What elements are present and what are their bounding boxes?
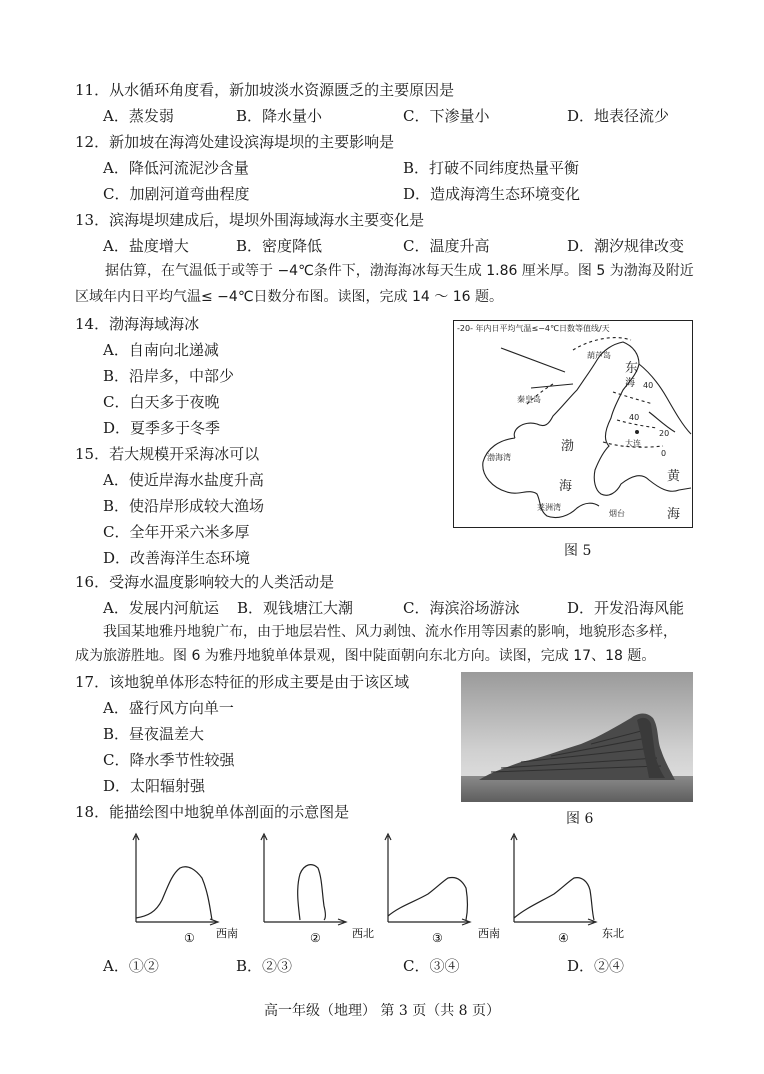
q18-option-c: C．③④ [403, 957, 460, 975]
q12-stem: 12．新加坡在海湾处建设滨海堤坝的主要影响是 [75, 133, 395, 151]
q12-option-c: C．加剧河道弯曲程度 [103, 185, 250, 203]
q13-option-c: C．温度升高 [403, 237, 490, 255]
q16-option-c: C．海滨浴场游泳 [403, 599, 520, 617]
q14-stem: 14．渤海海域海冰 [75, 315, 200, 333]
q13-option-a: A．盐度增大 [103, 237, 189, 255]
q12-option-d: D．造成海湾生态环境变化 [403, 185, 581, 203]
q11-option-c: C．下渗量小 [403, 107, 490, 125]
profile-1-number: ① [184, 931, 195, 944]
q15-stem: 15．若大规模开采海冰可以 [75, 445, 260, 463]
profile-4-direction: 东北 [602, 927, 624, 940]
page-footer: 高一年级（地理） 第 3 页（共 8 页） [263, 1003, 501, 1019]
q11-option-b: B．降水量小 [236, 107, 323, 125]
profile-2-direction: 西北 [352, 927, 374, 940]
map-label-isoline-0: 0 [661, 449, 667, 458]
q18-stem: 18．能描绘图中地貌单体剖面的示意图是 [75, 803, 350, 821]
intro-paragraph-2b: 成为旅游胜地。图 6 为雅丹地貌单体景观，图中陡面朝向东北方向。读图，完成 17、18 题。 [75, 648, 656, 664]
q16-option-a: A．发展内河航运 [103, 599, 219, 617]
map-label-dong: 东 [625, 361, 639, 376]
q12-option-a: A．降低河流泥沙含量 [103, 159, 249, 177]
profile-diagram-4 [502, 830, 642, 944]
figure-5-caption: 图 5 [564, 543, 592, 559]
q16-option-b: B．观钱塘江大潮 [237, 599, 354, 617]
map-label-laizhou: 莱洲湾 [537, 503, 561, 512]
map-label-huanghai-hai: 海 [667, 507, 681, 522]
map-label-yantai: 烟台 [609, 509, 625, 518]
profile-diagram-3 [376, 830, 516, 944]
intro-paragraph-1: 据估算，在气温低于或等于 −4℃条件下，渤海海冰每天生成 1.86 厘米厚。图 5 为渤海及附近区域年内日平均气温≤ −4℃日数分布图。读图，完成 14 ～ 16 题。 [75, 263, 694, 305]
bohai-map [453, 320, 693, 528]
q13-option-d: D．潮汐规律改变 [567, 237, 685, 255]
q15-option-a: A．使近岸海水盐度升高 [103, 471, 264, 489]
q12-option-b: B．打破不同纬度热量平衡 [403, 159, 580, 177]
map-label-isoline-40b: 40 [629, 413, 640, 422]
intro-paragraph-2a: 我国某地雅丹地貌广布，由于地层岩性、风力剥蚀、流水作用等因素的影响，地貌形态多样， [103, 624, 677, 640]
figure-6-caption: 图 6 [566, 811, 594, 827]
q14-option-b: B．沿岸多，中部少 [103, 367, 235, 385]
profile-3-direction: 西南 [478, 927, 500, 940]
q15-option-c: C．全年开采六米多厚 [103, 523, 250, 541]
profile-3-number: ③ [432, 931, 443, 944]
map-label-dong-hai: 海 [625, 378, 635, 389]
q16-option-d: D．开发沿海风能 [567, 599, 685, 617]
q14-option-d: D．夏季多于冬季 [103, 419, 221, 437]
q15-option-d: D．改善海洋生态环境 [103, 549, 251, 567]
profile-diagram-2 [252, 830, 392, 944]
map-label-isoline-20: 20 [659, 429, 670, 438]
q16-stem: 16．受海水温度影响较大的人类活动是 [75, 573, 335, 591]
yardang-photo [461, 672, 693, 802]
q17-stem: 17．该地貌单体形态特征的形成主要是由于该区域 [75, 673, 410, 691]
map-label-dalian: 大连 [625, 439, 641, 448]
map-label-bohai-hai: 海 [559, 479, 573, 494]
profile-diagram-1 [124, 830, 264, 944]
profile-1-direction: 西南 [216, 927, 238, 940]
q17-option-b: B．昼夜温差大 [103, 725, 205, 743]
q14-option-c: C．白天多于夜晚 [103, 393, 220, 411]
q17-option-a: A．盛行风方向单一 [103, 699, 234, 717]
map-label-bohai-bo: 渤 [561, 439, 575, 454]
map-label-huang: 黄 [667, 469, 681, 484]
map-label-bohaiwan: 渤海湾 [487, 453, 511, 462]
map-label-qinhuangdao: 秦皇岛 [517, 395, 541, 404]
profile-2-number: ② [310, 931, 321, 944]
q18-option-d: D．②④ [567, 957, 625, 975]
q15-option-b: B．使沿岸形成较大渔场 [103, 497, 265, 515]
profile-4-number: ④ [558, 931, 569, 944]
q13-stem: 13．滨海堤坝建成后，堤坝外围海域海水主要变化是 [75, 211, 425, 229]
q18-option-a: A．①② [103, 957, 159, 975]
map-label-huludao: 葫芦岛 [587, 351, 611, 360]
q11-option-a: A．蒸发弱 [103, 107, 174, 125]
q17-option-d: D．太阳辐射强 [103, 777, 206, 795]
q14-option-a: A．自南向北递减 [103, 341, 219, 359]
map-legend: -20- 年内日平均气温≤−4℃日数等值线/天 [457, 324, 610, 333]
q18-option-b: B．②③ [236, 957, 293, 975]
q17-option-c: C．降水季节性较强 [103, 751, 235, 769]
q11-stem: 11．从水循环角度看，新加坡淡水资源匮乏的主要原因是 [75, 81, 455, 99]
map-label-isoline-40a: 40 [643, 381, 654, 390]
q13-option-b: B．密度降低 [236, 237, 323, 255]
q11-option-d: D．地表径流少 [567, 107, 670, 125]
